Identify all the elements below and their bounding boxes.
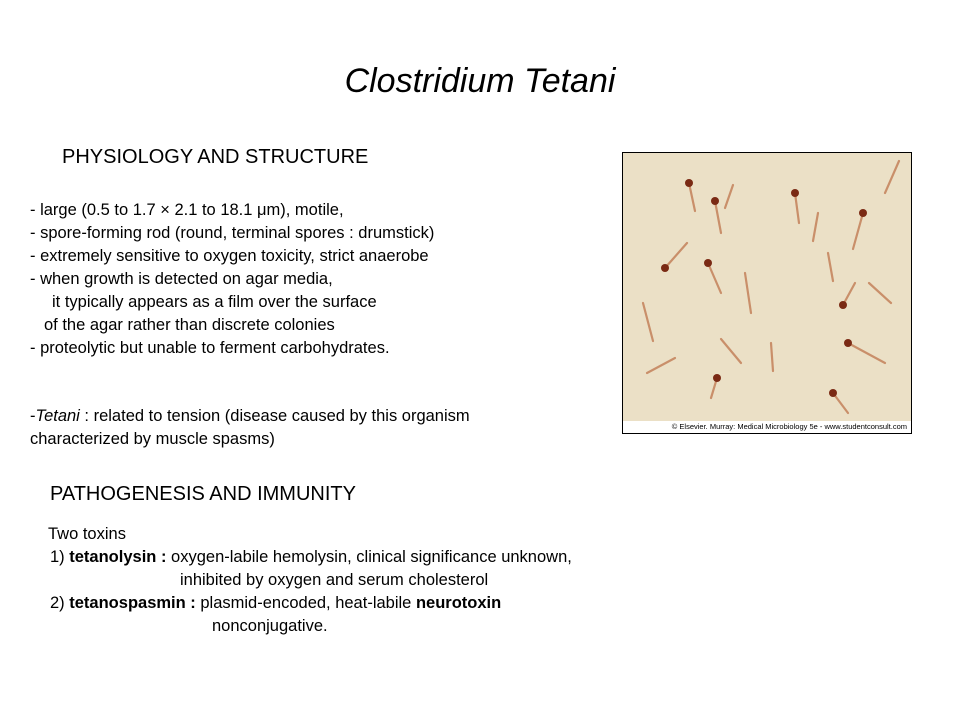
micrograph-image <box>623 153 911 421</box>
pathogenesis-heading: PATHOGENESIS AND IMMUNITY <box>50 483 356 505</box>
terminal-spore <box>829 389 837 397</box>
toxin-2-cont: nonconjugative. <box>212 617 328 635</box>
physiology-line: - spore-forming rod (round, terminal spores : drumstick) <box>30 224 435 242</box>
physiology-line: - large (0.5 to 1.7 × 2.1 to 18.1 μm), motile, <box>30 201 344 219</box>
tetani-note <box>30 405 470 451</box>
physiology-heading: PHYSIOLOGY AND STRUCTURE <box>62 146 369 168</box>
terminal-spore <box>859 209 867 217</box>
physiology-list <box>30 199 434 360</box>
terminal-spore <box>685 179 693 187</box>
neurotoxin-term: neurotoxin <box>415 594 502 612</box>
tetani-term: Tetani <box>35 407 80 425</box>
tetani-line2: characterized by muscle spasms) <box>30 430 275 448</box>
micrograph-figure <box>622 152 912 434</box>
figure-caption: © Elsevier. Murray: Medical Microbiology 5e - www.studentconsult.com <box>623 421 911 433</box>
tetani-line1: : related to tension (disease caused by this organism <box>79 407 470 425</box>
toxin-1-cont: inhibited by oxygen and serum cholesterol <box>180 571 489 589</box>
toxin-list <box>48 523 572 638</box>
terminal-spore <box>661 264 669 272</box>
micrograph-background <box>623 153 911 421</box>
physiology-line: it typically appears as a film over the surface <box>52 293 377 311</box>
terminal-spore <box>791 189 799 197</box>
terminal-spore <box>839 301 847 309</box>
physiology-line: of the agar rather than discrete colonies <box>44 316 335 334</box>
toxin-1-name: tetanolysin : <box>69 548 167 566</box>
terminal-spore <box>713 374 721 382</box>
terminal-spore <box>844 339 852 347</box>
physiology-line: - extremely sensitive to oxygen toxicity, strict anaerobe <box>30 247 429 265</box>
tetani-prefix: - <box>30 407 36 425</box>
toxin-1-line: 1) tetanolysin : oxygen-labile hemolysin, clinical significance unknown, <box>50 548 572 566</box>
physiology-line: - when growth is detected on agar media, <box>30 270 333 288</box>
terminal-spore <box>704 259 712 267</box>
page-title: Clostridium Tetani <box>344 62 616 100</box>
terminal-spore <box>711 197 719 205</box>
toxin-2-name: tetanospasmin : <box>69 594 196 612</box>
toxin-intro: Two toxins <box>48 525 126 543</box>
toxin-2-line: 2) tetanospasmin : plasmid-encoded, heat-labile neurotoxin <box>50 594 502 612</box>
physiology-line: - proteolytic but unable to ferment carbohydrates. <box>30 339 390 357</box>
